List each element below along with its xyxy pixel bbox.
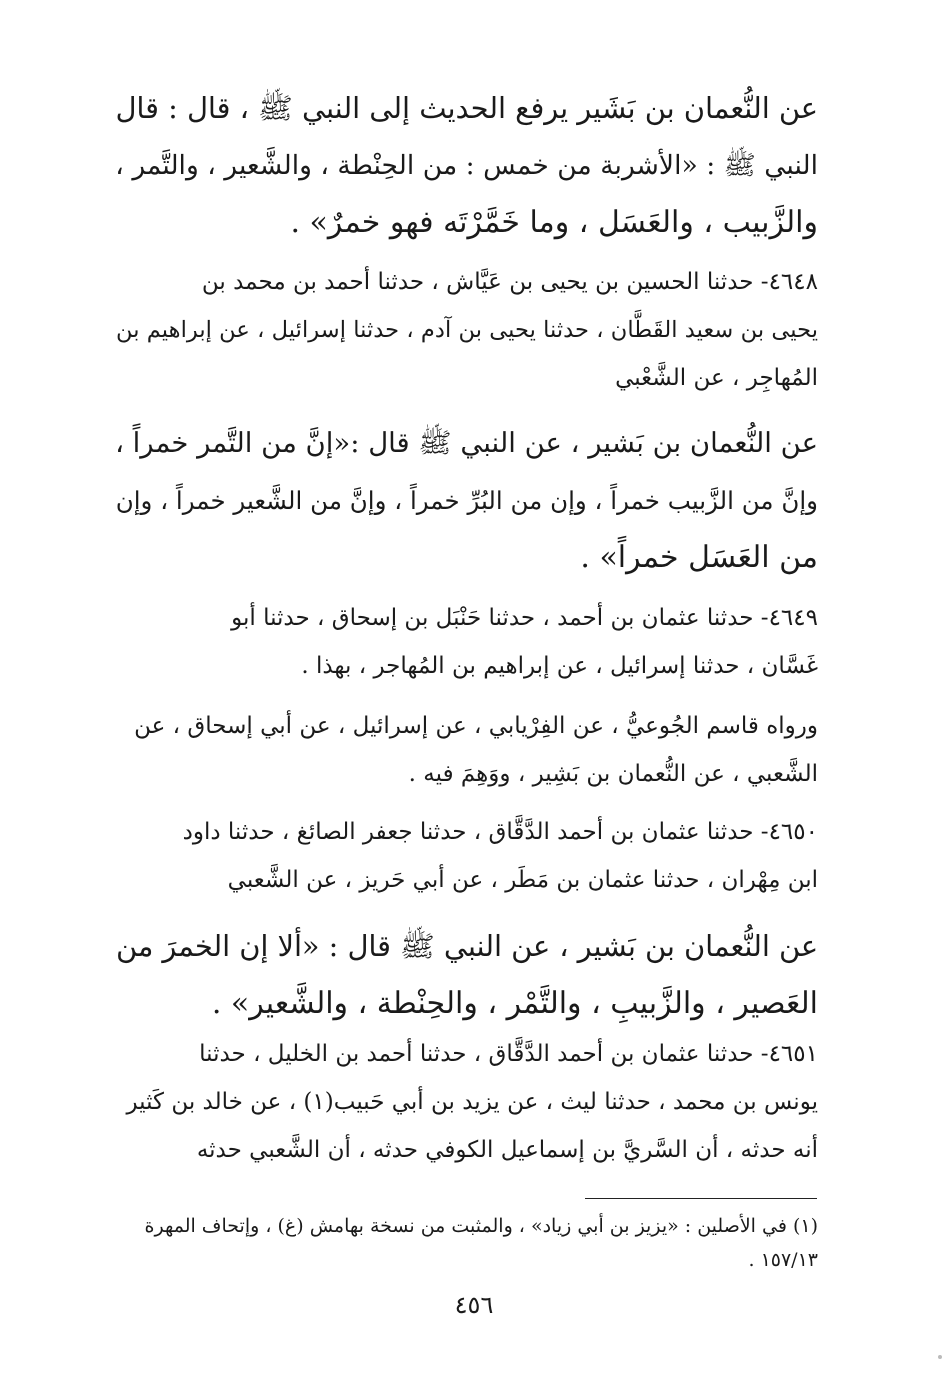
text-line: ورواه قاسم الجُوعيُّ ، عن الفِرْيابي ، عن إسرائيل ، عن أبي إسحاق ، عن xyxy=(134,713,818,739)
text-line: عن النُّعمان بن بَشَير يرفع الحديث إلى النبي ﷺ ، قال : قال xyxy=(115,91,818,125)
text-line: المُهاجِر ، عن الشَّعْبي xyxy=(615,365,818,391)
hadith-isnad-4648 xyxy=(108,258,818,402)
text-line: من العَسَل خمراً» . xyxy=(580,540,818,575)
footnote xyxy=(108,1209,818,1277)
page-number: ٤٥٦ xyxy=(454,1291,494,1319)
hadith-text-3 xyxy=(108,918,818,1032)
text-line: عن النُّعمان بن بَشير ، عن النبي ﷺ قال :«إنَّ من التَّمر خمراً ، xyxy=(115,427,818,459)
hadith-isnad-4651 xyxy=(108,1030,818,1174)
text-line: يونس بن محمد ، حدثنا ليث ، عن يزيد بن أبي حَبيب(١) ، عن خالد بن كَثير xyxy=(126,1089,818,1115)
text-line: والزَّبيب ، والعَسَل ، وما خَمَّرْتَه فهو خمرٌ» . xyxy=(290,205,818,240)
footnote-separator xyxy=(585,1198,817,1199)
text-line: ٤٦٥٠- حدثنا عثمان بن أحمد الدَّقَّاق ، حدثنا جعفر الصائغ ، حدثنا داود xyxy=(182,819,818,845)
text-line: غَسَّان ، حدثنا إسرائيل ، عن إبراهيم بن المُهاجر ، بهذا . xyxy=(301,653,818,679)
text-line: يحيى بن سعيد القَطَّان ، حدثنا يحيى بن آدم ، حدثنا إسرائيل ، عن إبراهيم بن xyxy=(115,317,818,343)
footnote-line: (١) في الأصلين : «يزيز بن أبي زياد» ، والمثبت من نسخة بهامش (غ) ، وإتحاف المهرة xyxy=(144,1215,818,1237)
hadith-isnad-4649 xyxy=(108,594,818,690)
hadith-isnad-4650 xyxy=(108,808,818,904)
text-line: ابن مِهْران ، حدثنا عثمان بن مَطَر ، عن أبي حَريز ، عن الشَّعبي xyxy=(227,867,818,893)
text-line: ٤٦٥١- حدثنا عثمان بن أحمد الدَّقَّاق ، حدثنا أحمد بن الخليل ، حدثنا xyxy=(199,1041,818,1067)
text-line: ٤٦٤٩- حدثنا عثمان بن أحمد ، حدثنا حَنْبَل بن إسحاق ، حدثنا أبو xyxy=(231,605,818,631)
hadith-text-1 xyxy=(108,80,818,251)
text-line: عن النُّعمان بن بَشير ، عن النبي ﷺ قال : «ألا إن الخمرَ من xyxy=(115,929,818,963)
text-line: الشَّعبي ، عن النُّعمان بن بَشِير ، ووَهِمَ فيه . xyxy=(408,761,818,787)
footnote-line: ١٥٧/١٣ . xyxy=(748,1249,818,1271)
text-line: النبي ﷺ : «الأشربة من خمس : من الحِنْطة ، والشَّعير ، والتَّمر ، xyxy=(115,150,818,181)
riwaya-note xyxy=(108,702,818,798)
text-line: أنه حدثه ، أن السَّريَّ بن إسماعيل الكوفي حدثه ، أن الشَّعبي حدثه xyxy=(196,1137,818,1163)
text-line: وإنَّ من الزَّبيب خمراً ، وإن من البُرِّ خمراً ، وإنَّ من الشَّعير خمراً ، وإن xyxy=(115,486,818,515)
text-line: العَصير ، والزَّبيبِ ، والتَّمْر ، والحِنْطة ، والشَّعير» . xyxy=(211,986,818,1021)
text-line: ٤٦٤٨- حدثنا الحسين بن يحيى بن عَيَّاش ، حدثنا أحمد بن محمد بن xyxy=(201,269,818,295)
hadith-text-2 xyxy=(108,415,818,586)
scan-speck xyxy=(938,1355,942,1359)
